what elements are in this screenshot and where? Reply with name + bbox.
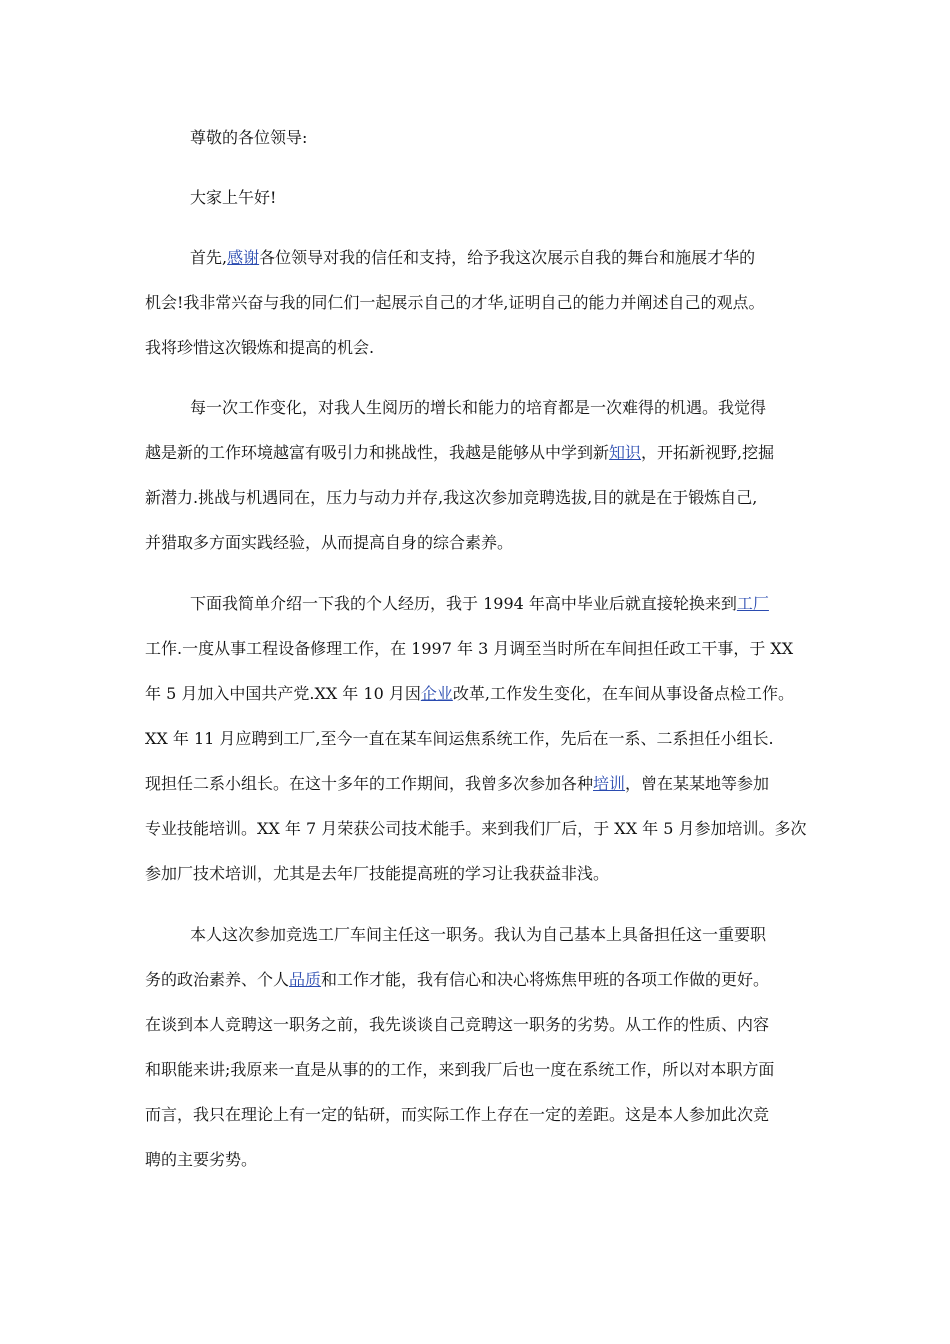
text-span: 下面我简单介绍一下我的个人经历，我于 1994 年高中毕业后就直接轮换来到 (190, 594, 737, 613)
paragraph-3-line-1 (190, 594, 769, 614)
greeting: 大家上午好! (190, 188, 277, 207)
paragraph-3-line-5 (145, 774, 769, 794)
link-thanks[interactable]: 感谢 (227, 248, 260, 267)
text-span: ，开拓新视野,挖掘 (641, 443, 775, 462)
paragraph-2-line-4: 并猎取多方面实践经验，从而提高自身的综合素养。 (145, 533, 514, 552)
link-training[interactable]: 培训 (593, 774, 626, 793)
paragraph-4-line-4: 和职能来讲;我原来一直是从事的的工作，来到我厂后也一度在系统工作，所以对本职方面 (145, 1060, 775, 1079)
text-span: ，曾在某某地等参加 (625, 774, 770, 793)
paragraph-3-line-6: 专业技能培训。XX 年 7 月荣获公司技术能手。来到我们厂后，于 XX 年 5 月参加培训。多次 (145, 819, 807, 838)
text-span: 务的政治素养、个人 (145, 970, 290, 989)
salutation: 尊敬的各位领导: (190, 128, 308, 147)
paragraph-1-line-1 (190, 248, 755, 268)
link-knowledge[interactable]: 知识 (609, 443, 642, 462)
text-span: 年 5 月加入中国共产党.XX 年 10 月因 (145, 684, 421, 703)
paragraph-2-line-1: 每一次工作变化，对我人生阅历的增长和能力的培育都是一次难得的机遇。我觉得 (190, 398, 767, 417)
text-span: 现担任二系小组长。在这十多年的工作期间，我曾多次参加各种 (145, 774, 594, 793)
paragraph-4-line-1: 本人这次参加竞选工厂车间主任这一职务。我认为自己基本上具备担任这一重要职 (190, 925, 767, 944)
paragraph-3-line-7: 参加厂技术培训，尤其是去年厂技能提高班的学习让我获益非浅。 (145, 864, 610, 883)
paragraph-4-line-5: 而言，我只在理论上有一定的钻研，而实际工作上存在一定的差距。这是本人参加此次竞 (145, 1105, 770, 1124)
link-factory[interactable]: 工厂 (736, 594, 769, 613)
paragraph-1-line-3: 我将珍惜这次锻炼和提高的机会. (145, 338, 375, 357)
text-span: 改革,工作发生变化，在车间从事设备点检工作。 (452, 684, 794, 703)
link-enterprise[interactable]: 企业 (420, 684, 453, 703)
link-quality[interactable]: 品质 (289, 970, 322, 989)
paragraph-2-line-3: 新潜力.挑战与机遇同在，压力与动力并存,我这次参加竞聘选拔,目的就是在于锻炼自己, (145, 488, 758, 507)
text-span: 各位领导对我的信任和支持，给予我这次展示自我的舞台和施展才华的 (259, 248, 756, 267)
paragraph-1-line-2: 机会!我非常兴奋与我的同仁们一起展示自己的才华,证明自己的能力并阐述自己的观点。 (145, 293, 765, 312)
paragraph-4-line-6: 聘的主要劣势。 (145, 1150, 258, 1169)
paragraph-3-line-2: 工作.一度从事工程设备修理工作，在 1997 年 3 月调至当时所在车间担任政工干事，于 XX (145, 639, 794, 658)
paragraph-2-line-2 (145, 443, 774, 463)
paragraph-3-line-4: XX 年 11 月应聘到工厂,至今一直在某车间运焦系统工作，先后在一系、二系担任小组长. (145, 729, 774, 748)
paragraph-3-line-3 (145, 684, 794, 704)
paragraph-4-line-3: 在谈到本人竞聘这一职务之前，我先谈谈自己竞聘这一职务的劣势。从工作的性质、内容 (145, 1015, 770, 1034)
text-span: 越是新的工作环境越富有吸引力和挑战性，我越是能够从中学到新 (145, 443, 610, 462)
text-span: 和工作才能，我有信心和决心将炼焦甲班的各项工作做的更好。 (321, 970, 770, 989)
text-span: 首先, (190, 248, 228, 267)
paragraph-4-line-2 (145, 970, 769, 990)
